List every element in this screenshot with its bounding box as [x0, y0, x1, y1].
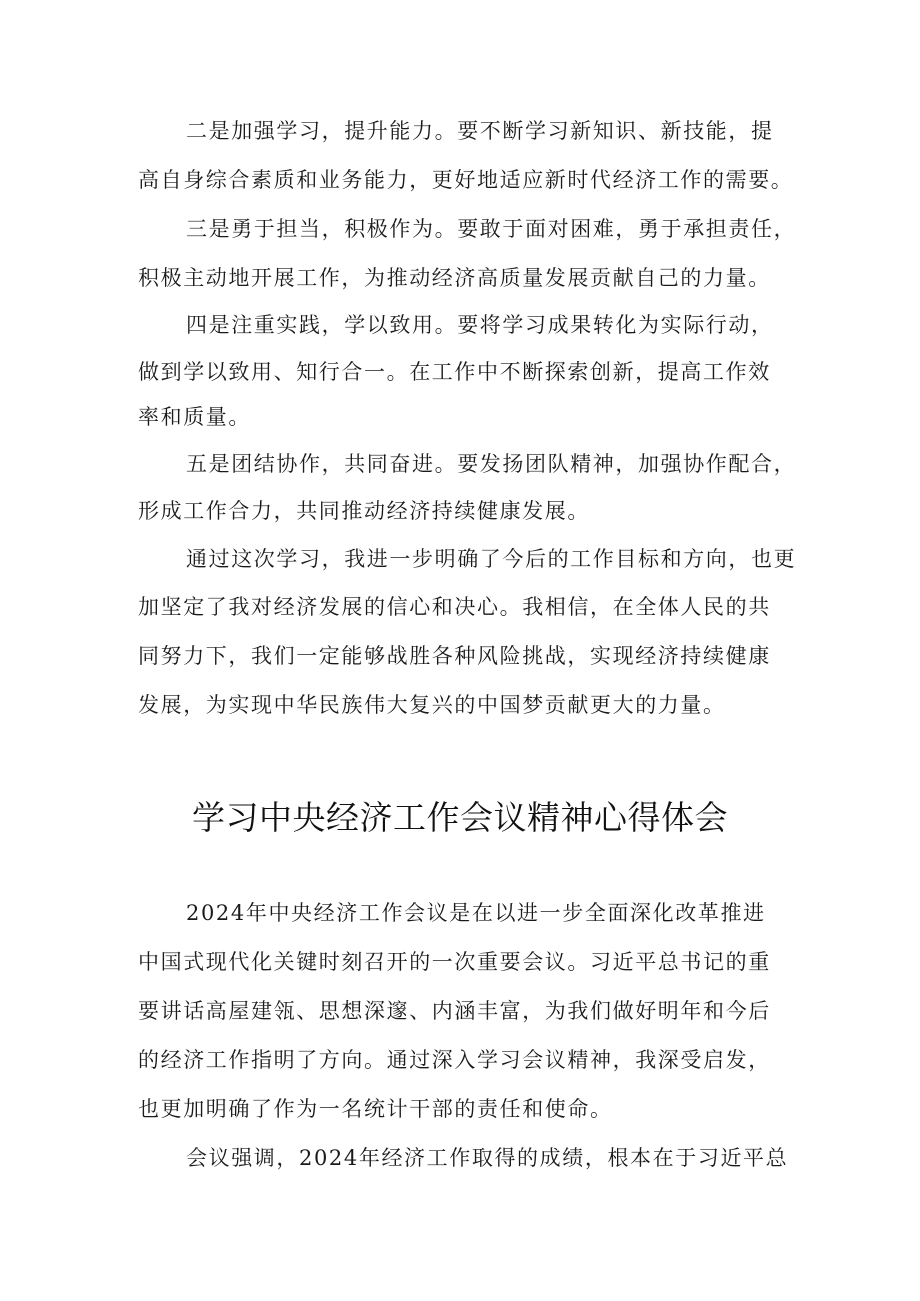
- paragraph-line: 发展，为实现中华民族伟大复兴的中国梦贡献更大的力量。: [138, 693, 726, 717]
- paragraph-line: 三是勇于担当，积极作为。要敢于面对困难，勇于承担责任，: [186, 217, 797, 241]
- paragraph-line: 做到学以致用、知行合一。在工作中不断探索创新，提高工作效: [138, 360, 771, 384]
- paragraph-line: 中国式现代化关键时刻召开的一次重要会议。习近平总书记的重: [138, 950, 771, 974]
- paragraph-line: 五是团结协作，共同奋进。要发扬团队精神，加强协作配合，: [186, 452, 797, 476]
- paragraph-line: 通过这次学习，我进一步明确了今后的工作目标和方向，也更: [186, 547, 797, 571]
- paragraph-line: 形成工作合力，共同推动经济持续健康发展。: [138, 499, 590, 523]
- paragraph-line: 同努力下，我们一定能够战胜各种风险挑战，实现经济持续健康: [138, 644, 771, 668]
- paragraph-line: 积极主动地开展工作，为推动经济高质量发展贡献自己的力量。: [138, 266, 771, 290]
- paragraph-line: 加坚定了我对经济发展的信心和决心。我相信，在全体人民的共: [138, 595, 771, 619]
- paragraph-line: 二是加强学习，提升能力。要不断学习新知识、新技能，提: [186, 119, 774, 143]
- paragraph-line: 的经济工作指明了方向。通过深入学习会议精神，我深受启发，: [138, 1048, 771, 1072]
- paragraph-line: 要讲话高屋建瓴、思想深邃、内涵丰富，为我们做好明年和今后: [138, 999, 771, 1023]
- page-title: 学习中央经济工作会议精神心得体会: [192, 798, 728, 837]
- paragraph-line: 2024年中央经济工作会议是在以进一步全面深化改革推进: [186, 901, 766, 925]
- paragraph-line: 四是注重实践，学以致用。要将学习成果转化为实际行动，: [186, 313, 774, 337]
- paragraph-line: 也更加明确了作为一名统计干部的责任和使命。: [138, 1097, 613, 1121]
- paragraph-line: 率和质量。: [138, 405, 251, 429]
- paragraph-line: 高自身综合素质和业务能力，更好地适应新时代经济工作的需要。: [138, 168, 794, 192]
- paragraph-line: 会议强调，2024年经济工作取得的成绩，根本在于习近平总: [186, 1146, 789, 1170]
